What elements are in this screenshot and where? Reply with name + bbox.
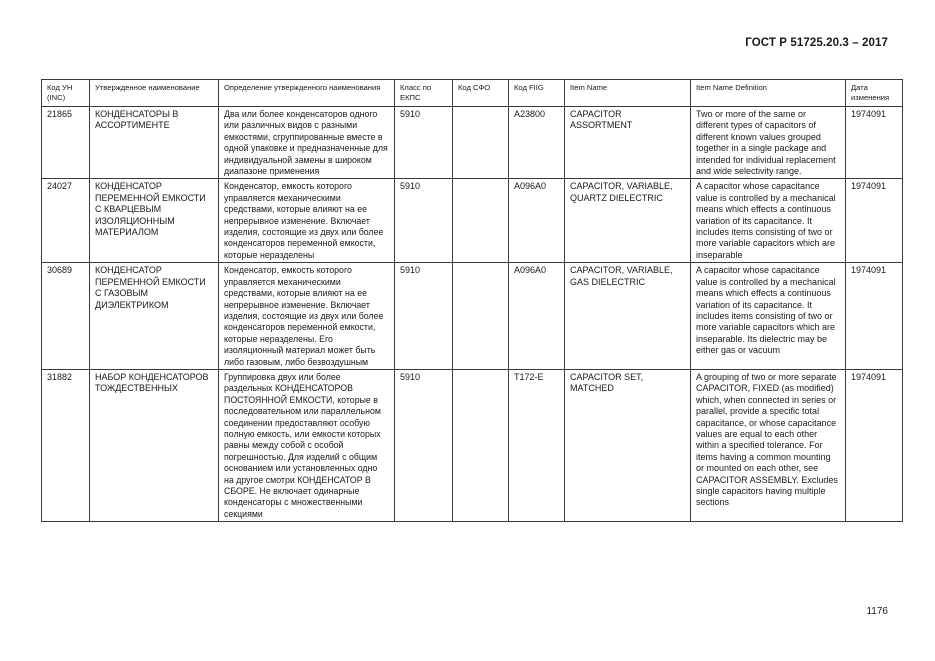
table-row xyxy=(42,107,903,179)
cell-code-un: 24027 xyxy=(42,179,90,263)
cell-item-name: CAPACITOR ASSORTMENT xyxy=(565,107,691,179)
document-standard-code: ГОСТ Р 51725.20.3 – 2017 xyxy=(745,37,888,49)
cell-code-un: 30689 xyxy=(42,263,90,370)
table-header-row xyxy=(42,80,903,107)
cell-ekps-class: 5910 xyxy=(395,369,453,521)
cell-fiig-code: A23800 xyxy=(509,107,565,179)
header-change-date: Дата изменения xyxy=(846,80,903,107)
table-row xyxy=(42,369,903,521)
cell-approved-name: НАБОР КОНДЕНСАТОРОВ ТОЖДЕСТВЕННЫХ xyxy=(90,369,219,521)
cell-item-name-definition: A capacitor whose capacitance value is controlled by a mechanical means which effects a continuous variation of its capacitance. It includes items consisting of two or more variable capacitors which are inseparable xyxy=(691,179,846,263)
cell-approved-definition: Два или более конденсаторов одного или различных видов с разными емкостями, сгруппированные вместе в одной упаковке и предназначенные для индивидуальной замены в широком диапазоне применения xyxy=(219,107,395,179)
cell-item-name: CAPACITOR, VARIABLE, QUARTZ DIELECTRIC xyxy=(565,179,691,263)
cell-item-name-definition: Two or more of the same or different types of capacitors of different known values grouped together in a single package and intended for individual replacement and wide selectivity range. xyxy=(691,107,846,179)
cell-code-un: 31882 xyxy=(42,369,90,521)
header-approved-name: Утвержденное наименование xyxy=(90,80,219,107)
header-fiig-code: Код FIIG xyxy=(509,80,565,107)
cell-item-name: CAPACITOR SET, MATCHED xyxy=(565,369,691,521)
cell-sfo-code xyxy=(453,179,509,263)
header-approved-definition: Определение утвержденного наименования xyxy=(219,80,395,107)
cell-ekps-class: 5910 xyxy=(395,263,453,370)
cell-change-date: 1974091 xyxy=(846,107,903,179)
header-sfo-code: Код СФО xyxy=(453,80,509,107)
cell-approved-name: КОНДЕНСАТОР ПЕРЕМЕННОЙ ЕМКОСТИ С КВАРЦЕВЫМ ИЗОЛЯЦИОННЫМ МАТЕРИАЛОМ xyxy=(90,179,219,263)
cell-fiig-code: A096A0 xyxy=(509,263,565,370)
header-ekps-class: Класс по ЕКПС xyxy=(395,80,453,107)
cell-code-un: 21865 xyxy=(42,107,90,179)
cell-sfo-code xyxy=(453,107,509,179)
cell-sfo-code xyxy=(453,369,509,521)
table-row xyxy=(42,263,903,370)
cell-approved-name: КОНДЕНСАТОР ПЕРЕМЕННОЙ ЕМКОСТИ С ГАЗОВЫМ ДИЭЛЕКТРИКОМ xyxy=(90,263,219,370)
cell-fiig-code: A096A0 xyxy=(509,179,565,263)
table-row xyxy=(42,179,903,263)
cell-item-name: CAPACITOR, VARIABLE, GAS DIELECTRIC xyxy=(565,263,691,370)
cell-ekps-class: 5910 xyxy=(395,179,453,263)
cell-sfo-code xyxy=(453,263,509,370)
cell-fiig-code: T172-E xyxy=(509,369,565,521)
cell-item-name-definition: A grouping of two or more separate CAPACITOR, FIXED (as modified) which, when connected in series or parallel, provide a specific total capacitance, or whose capacitance values are equal to each other within a specified tolerance. For items having a common mounting or mounted on each other, see CAPACITOR ASSEMBLY. Excludes single capacitors having multiple sections xyxy=(691,369,846,521)
cell-change-date: 1974091 xyxy=(846,369,903,521)
cell-change-date: 1974091 xyxy=(846,179,903,263)
cell-ekps-class: 5910 xyxy=(395,107,453,179)
cell-approved-definition: Конденсатор, емкость которого управляется механическими средствами, которые влияют на ее непрерывное изменение. Включает изделия, состоящие из двух или более конденсаторов переменной емкости, которые неразделены. Его изоляционный материал может быть либо газовым, либо безвоздушным xyxy=(219,263,395,370)
cell-approved-definition: Конденсатор, емкость которого управляется механическими средствами, которые влияют на ее непрерывное изменение. Включает изделия, состоящие из двух или более конденсаторов переменной емкости, которые неразделены xyxy=(219,179,395,263)
cell-approved-definition: Группировка двух или более раздельных КОНДЕНСАТОРОВ ПОСТОЯННОЙ ЕМКОСТИ, которые в последовательном или параллельном соединении предоставляют особую полную емкость, или емкости которых равны между собой с особой погрешностью. Для изделий с общим основанием или установленных одно на другое смотри КОНДЕНСАТОР В СБОРЕ. Не включает одинарные конденсаторы с множественными секциями xyxy=(219,369,395,521)
header-item-name: Item Name xyxy=(565,80,691,107)
page-number: 1176 xyxy=(866,606,888,617)
header-item-name-definition: Item Name Definition xyxy=(691,80,846,107)
cell-approved-name: КОНДЕНСАТОРЫ В АССОРТИМЕНТЕ xyxy=(90,107,219,179)
cell-change-date: 1974091 xyxy=(846,263,903,370)
header-code-un: Код УН (INC) xyxy=(42,80,90,107)
capacitor-spec-table xyxy=(41,79,903,522)
cell-item-name-definition: A capacitor whose capacitance value is controlled by a mechanical means which effects a continuous variation of its capacitance. It includes items consisting of two or more variable capacitors which are inseparable. Its dielectric may be either gas or vacuum xyxy=(691,263,846,370)
